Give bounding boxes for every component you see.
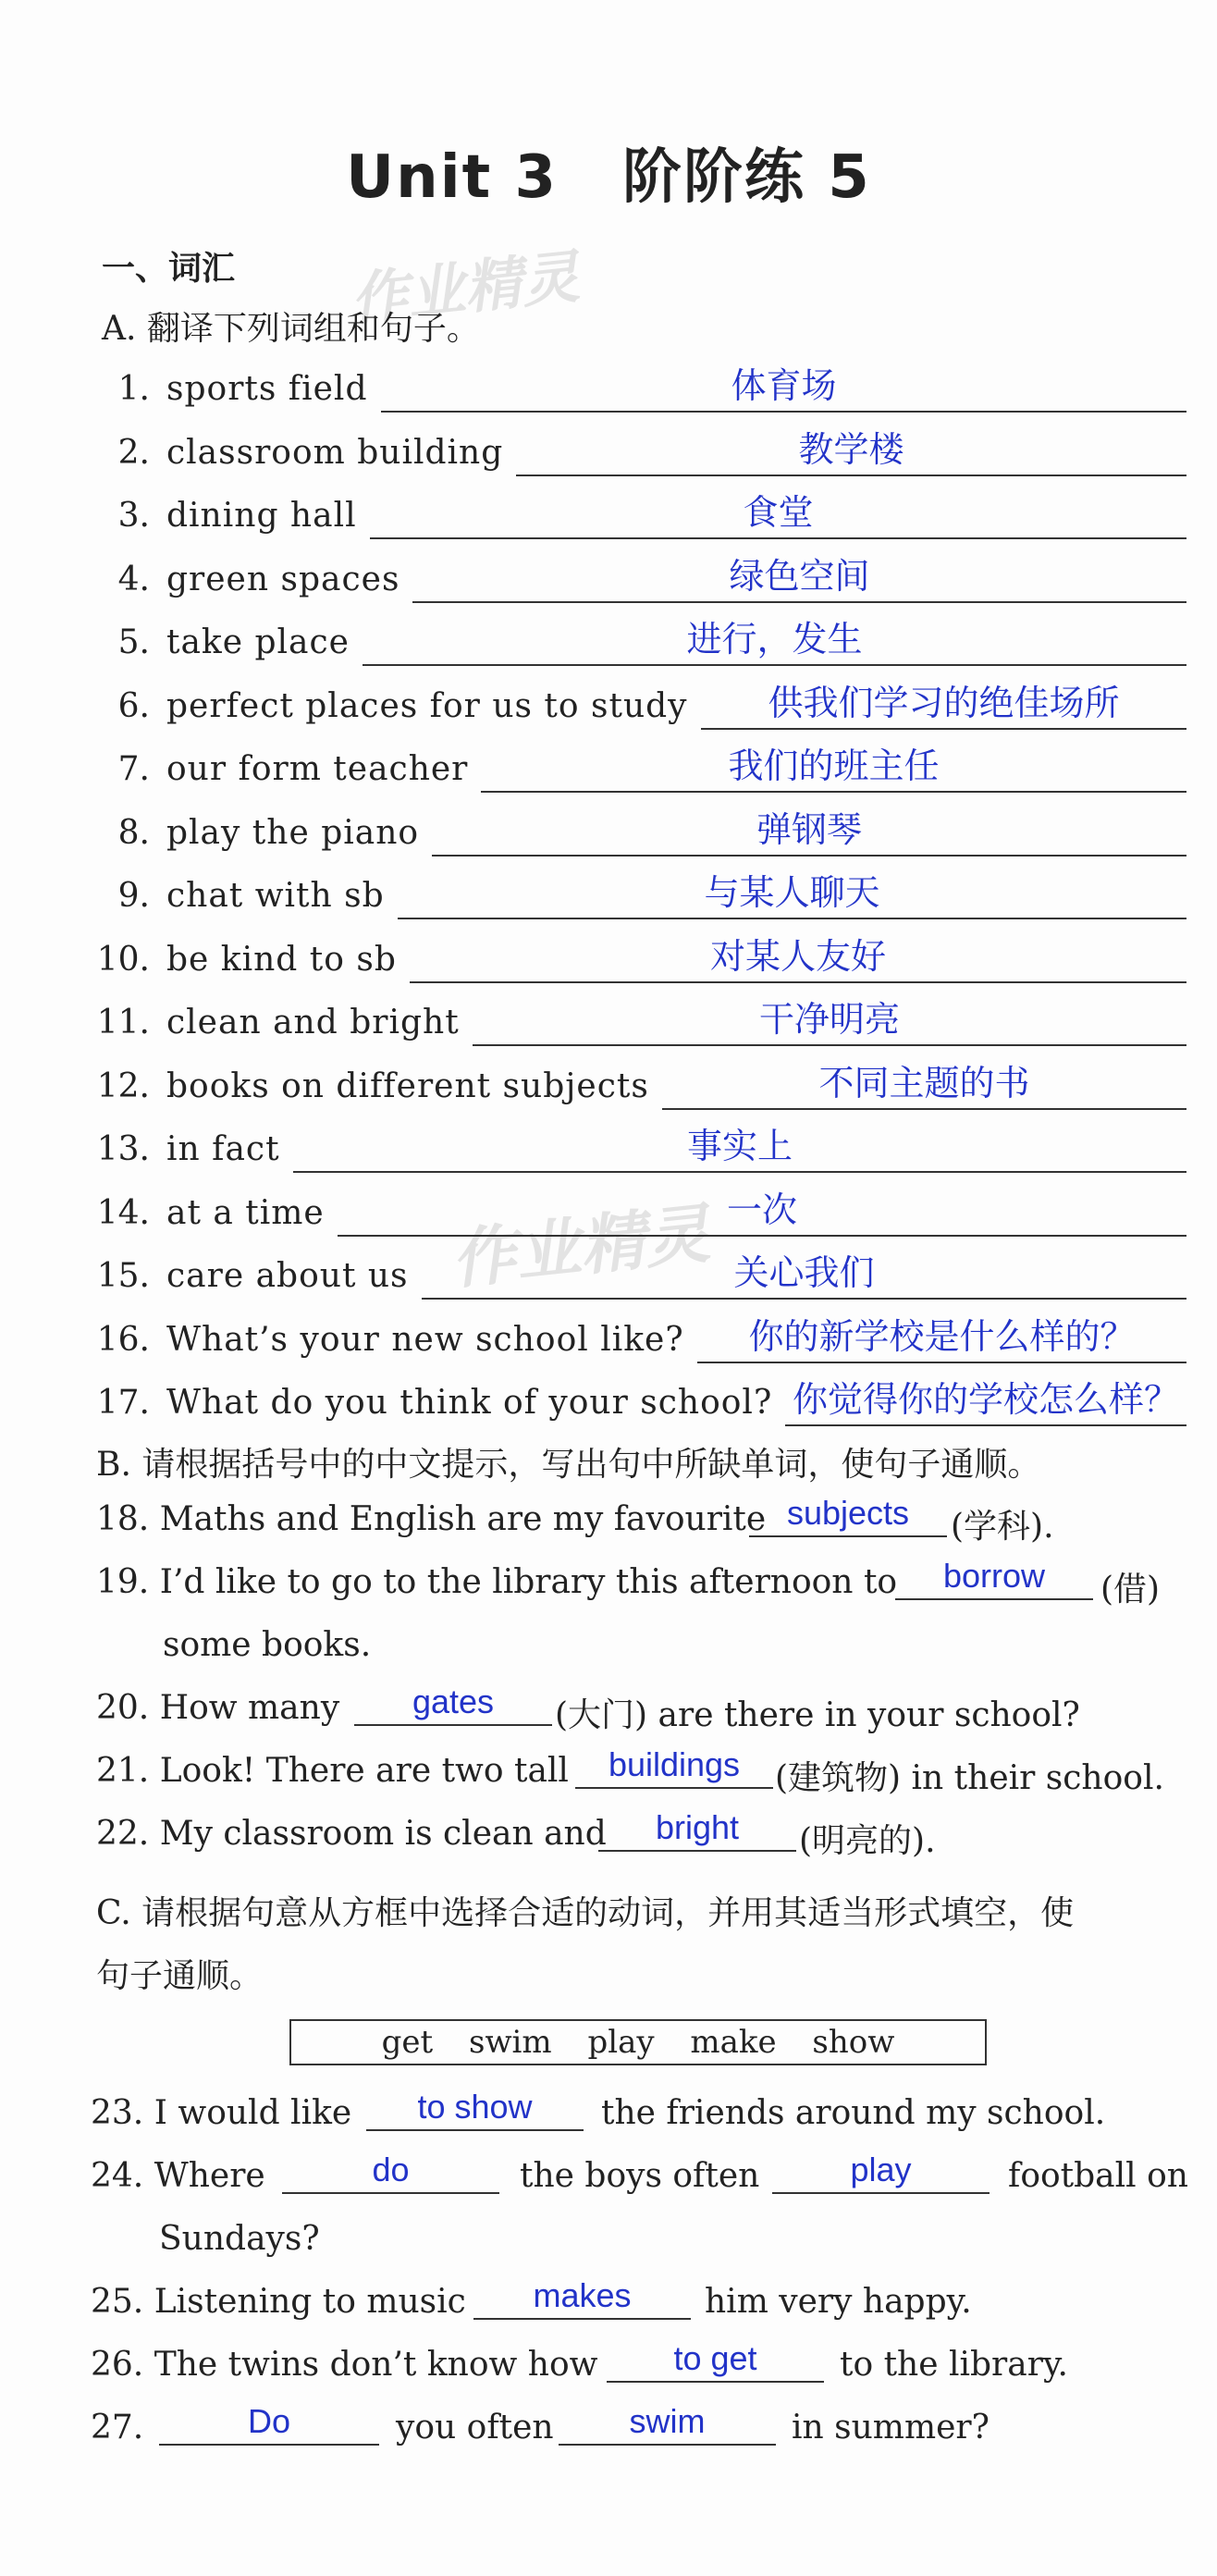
item-phrase: What’s your new school like?	[166, 1320, 684, 1359]
item-number: 11.	[96, 1004, 150, 1041]
question-number: 25.	[91, 2283, 144, 2321]
item-answer: 教学楼	[798, 428, 904, 470]
answer-line[interactable]	[432, 855, 1186, 857]
item-phrase: perfect places for us to study	[166, 686, 688, 725]
item-phrase: books on different subjects	[166, 1066, 649, 1105]
part-c-instruction-cont: 句子通顺。	[96, 1957, 264, 1995]
item-number: 6.	[117, 686, 150, 725]
answer-blank[interactable]	[575, 1787, 773, 1789]
question-27	[91, 2409, 143, 2447]
question-22	[96, 1815, 607, 1853]
item-phrase: our form teacher	[166, 750, 469, 788]
item-answer: 事实上	[686, 1126, 793, 1166]
question-23-end: the friends around my school.	[601, 2094, 1106, 2132]
question-21	[96, 1752, 569, 1790]
answer-24a: do	[372, 2151, 410, 2188]
question-text: Look! There are two tall	[159, 1752, 569, 1790]
answer-line[interactable]	[473, 1044, 1186, 1046]
question-25-end: him very happy.	[705, 2283, 972, 2321]
item-number: 5.	[117, 623, 150, 661]
answer-22: bright	[655, 1808, 740, 1846]
question-text: Listening to music	[154, 2283, 466, 2321]
question-number: 20.	[96, 1689, 150, 1727]
answer-blank[interactable]	[598, 1850, 796, 1852]
answer-21: buildings	[608, 1745, 741, 1783]
item-answer: 食堂	[743, 492, 814, 533]
answer-line[interactable]	[422, 1298, 1186, 1300]
translation-item	[0, 1187, 1217, 1250]
question-text: Maths and English are my favourite	[159, 1500, 767, 1538]
question-27-end: in summer?	[792, 2409, 990, 2447]
item-phrase: dining hall	[166, 497, 357, 535]
translation-item	[0, 869, 1217, 932]
hint-18: (学科).	[951, 1508, 1054, 1546]
item-number: 8.	[117, 813, 150, 852]
question-26	[91, 2346, 597, 2384]
watermark: 作业精灵	[448, 1195, 714, 1299]
answer-blank[interactable]	[354, 1724, 552, 1726]
answer-blank[interactable]	[895, 1598, 1093, 1600]
item-number: 4.	[117, 560, 150, 598]
item-answer: 绿色空间	[729, 555, 870, 597]
translation-item	[0, 1250, 1217, 1313]
answer-blank[interactable]	[282, 2192, 499, 2194]
question-27-mid: you often	[396, 2409, 554, 2447]
answer-line[interactable]	[481, 791, 1186, 793]
translation-item	[0, 807, 1217, 869]
question-text: I’d like to go to the library this afternoon to	[159, 1563, 898, 1601]
question-number: 27.	[91, 2409, 144, 2447]
question-19-cont: some books.	[163, 1626, 372, 1664]
question-24-cont: Sundays?	[159, 2220, 320, 2258]
answer-27a: Do	[247, 2402, 291, 2440]
answer-25: makes	[533, 2276, 632, 2314]
answer-23: to show	[417, 2088, 533, 2126]
answer-line[interactable]	[293, 1171, 1186, 1173]
answer-26: to get	[673, 2339, 757, 2377]
question-number: 23.	[91, 2094, 144, 2132]
item-phrase: green spaces	[166, 560, 400, 598]
answer-line[interactable]	[516, 475, 1186, 476]
item-answer: 不同主题的书	[818, 1062, 1030, 1103]
answer-blank[interactable]	[366, 2129, 584, 2131]
item-answer: 干净明亮	[758, 999, 900, 1040]
answer-24b: play	[850, 2151, 912, 2188]
part-a-instruction: A. 翻译下列词组和句子。	[102, 310, 480, 348]
question-number: 22.	[96, 1815, 150, 1853]
item-answer: 关心我们	[733, 1252, 875, 1293]
answer-line[interactable]	[412, 601, 1186, 603]
part-b-instruction: B. 请根据括号中的中文提示，写出句中所缺单词，使句子通顺。	[96, 1446, 1041, 1484]
item-phrase: play the piano	[166, 813, 420, 852]
question-number: 19.	[96, 1563, 150, 1601]
answer-line[interactable]	[370, 537, 1186, 539]
answer-line[interactable]	[410, 981, 1186, 983]
question-24-end: football on	[1008, 2157, 1188, 2195]
item-phrase: in fact	[166, 1130, 280, 1168]
question-text: I would like	[154, 2094, 352, 2132]
translation-item	[0, 1313, 1217, 1376]
translation-item	[0, 996, 1217, 1059]
answer-line[interactable]	[381, 411, 1186, 413]
answer-blank[interactable]	[607, 2381, 824, 2383]
item-number: 17.	[96, 1384, 150, 1422]
question-text: How many	[159, 1689, 340, 1727]
question-19	[96, 1563, 897, 1601]
item-phrase: classroom building	[166, 433, 504, 472]
item-answer: 我们的班主任	[728, 746, 940, 786]
question-text: My classroom is clean and	[159, 1815, 607, 1853]
item-number: 16.	[96, 1320, 150, 1359]
translation-item	[0, 933, 1217, 996]
translation-item	[0, 616, 1217, 679]
hint-20: (大门) are there in your school?	[555, 1696, 1080, 1734]
hint-21: (建筑物) in their school.	[775, 1759, 1164, 1797]
translation-item	[0, 1060, 1217, 1123]
item-number: 1.	[117, 370, 150, 408]
translation-item	[0, 426, 1217, 489]
answer-line[interactable]	[338, 1235, 1186, 1237]
answer-line[interactable]	[363, 664, 1186, 666]
translation-item	[0, 363, 1217, 425]
page-title	[0, 129, 1217, 215]
answer-line[interactable]	[701, 728, 1186, 730]
item-phrase: be kind to sb	[166, 940, 397, 979]
answer-line[interactable]	[697, 1362, 1186, 1363]
question-23	[91, 2094, 351, 2132]
item-phrase: take place	[166, 623, 350, 661]
question-24	[91, 2157, 265, 2195]
item-phrase: care about us	[166, 1257, 409, 1295]
part-c-instruction: C. 请根据句意从方框中选择合适的动词，并用其适当形式填空，使	[96, 1894, 1075, 1932]
translation-item	[0, 489, 1217, 552]
answer-blank[interactable]	[159, 2444, 379, 2446]
item-phrase: sports field	[166, 370, 368, 408]
word-box: get swim play make show	[289, 2019, 987, 2065]
item-phrase: at a time	[166, 1193, 325, 1232]
item-answer: 一次	[726, 1189, 797, 1230]
answer-blank[interactable]	[749, 1535, 947, 1537]
item-answer: 进行，发生	[686, 619, 863, 659]
question-number: 18.	[96, 1500, 150, 1538]
answer-20: gates	[412, 1682, 495, 1720]
question-number: 26.	[91, 2346, 144, 2384]
question-26-end: to the library.	[840, 2346, 1068, 2384]
item-answer: 体育场	[731, 365, 837, 406]
item-answer: 与某人聊天	[704, 872, 880, 913]
translation-item	[0, 553, 1217, 616]
answer-blank[interactable]	[772, 2192, 990, 2194]
item-phrase: chat with sb	[166, 877, 385, 915]
translation-item	[0, 680, 1217, 743]
item-number: 2.	[117, 433, 150, 472]
question-25	[91, 2283, 466, 2321]
answer-blank[interactable]	[559, 2444, 776, 2446]
item-answer: 弹钢琴	[756, 808, 862, 850]
section-heading: 一、词汇	[102, 250, 236, 288]
item-number: 7.	[117, 750, 150, 788]
question-20	[96, 1689, 339, 1727]
title-unit: Unit 3	[346, 143, 559, 212]
answer-line[interactable]	[398, 918, 1186, 919]
question-18	[96, 1500, 766, 1538]
item-number: 15.	[96, 1257, 150, 1295]
translation-item	[0, 743, 1217, 806]
item-answer: 供我们学习的绝佳场所	[768, 682, 1120, 723]
answer-line[interactable]	[785, 1424, 1186, 1426]
item-number: 3.	[117, 497, 150, 535]
hint-22: (明亮的).	[799, 1822, 936, 1860]
answer-18: subjects	[786, 1494, 910, 1532]
item-number: 10.	[96, 940, 150, 979]
title-name: 阶阶练 5	[622, 143, 871, 212]
item-number: 14.	[96, 1193, 150, 1232]
hint-19: (借)	[1100, 1571, 1161, 1608]
item-answer: 你觉得你的学校怎么样？	[792, 1379, 1179, 1420]
question-number: 24.	[91, 2157, 144, 2195]
item-number: 13.	[96, 1130, 150, 1168]
item-phrase: What do you think of your school?	[166, 1384, 773, 1422]
question-text: The twins don’t know how	[154, 2346, 598, 2384]
question-text: Where	[154, 2157, 265, 2195]
answer-line[interactable]	[662, 1108, 1186, 1110]
translation-item	[0, 1376, 1217, 1439]
item-answer: 你的新学校是什么样的？	[748, 1315, 1136, 1357]
answer-blank[interactable]	[473, 2318, 691, 2320]
question-24-mid: the boys often	[520, 2157, 760, 2195]
question-number: 21.	[96, 1752, 150, 1790]
item-phrase: clean and bright	[166, 1004, 460, 1041]
watermark: 作业精灵	[347, 242, 583, 334]
answer-27b: swim	[629, 2402, 706, 2440]
answer-19: borrow	[942, 1557, 1046, 1595]
item-number: 12.	[96, 1066, 150, 1105]
item-answer: 对某人友好	[709, 935, 886, 977]
translation-item	[0, 1123, 1217, 1186]
item-number: 9.	[117, 877, 150, 915]
